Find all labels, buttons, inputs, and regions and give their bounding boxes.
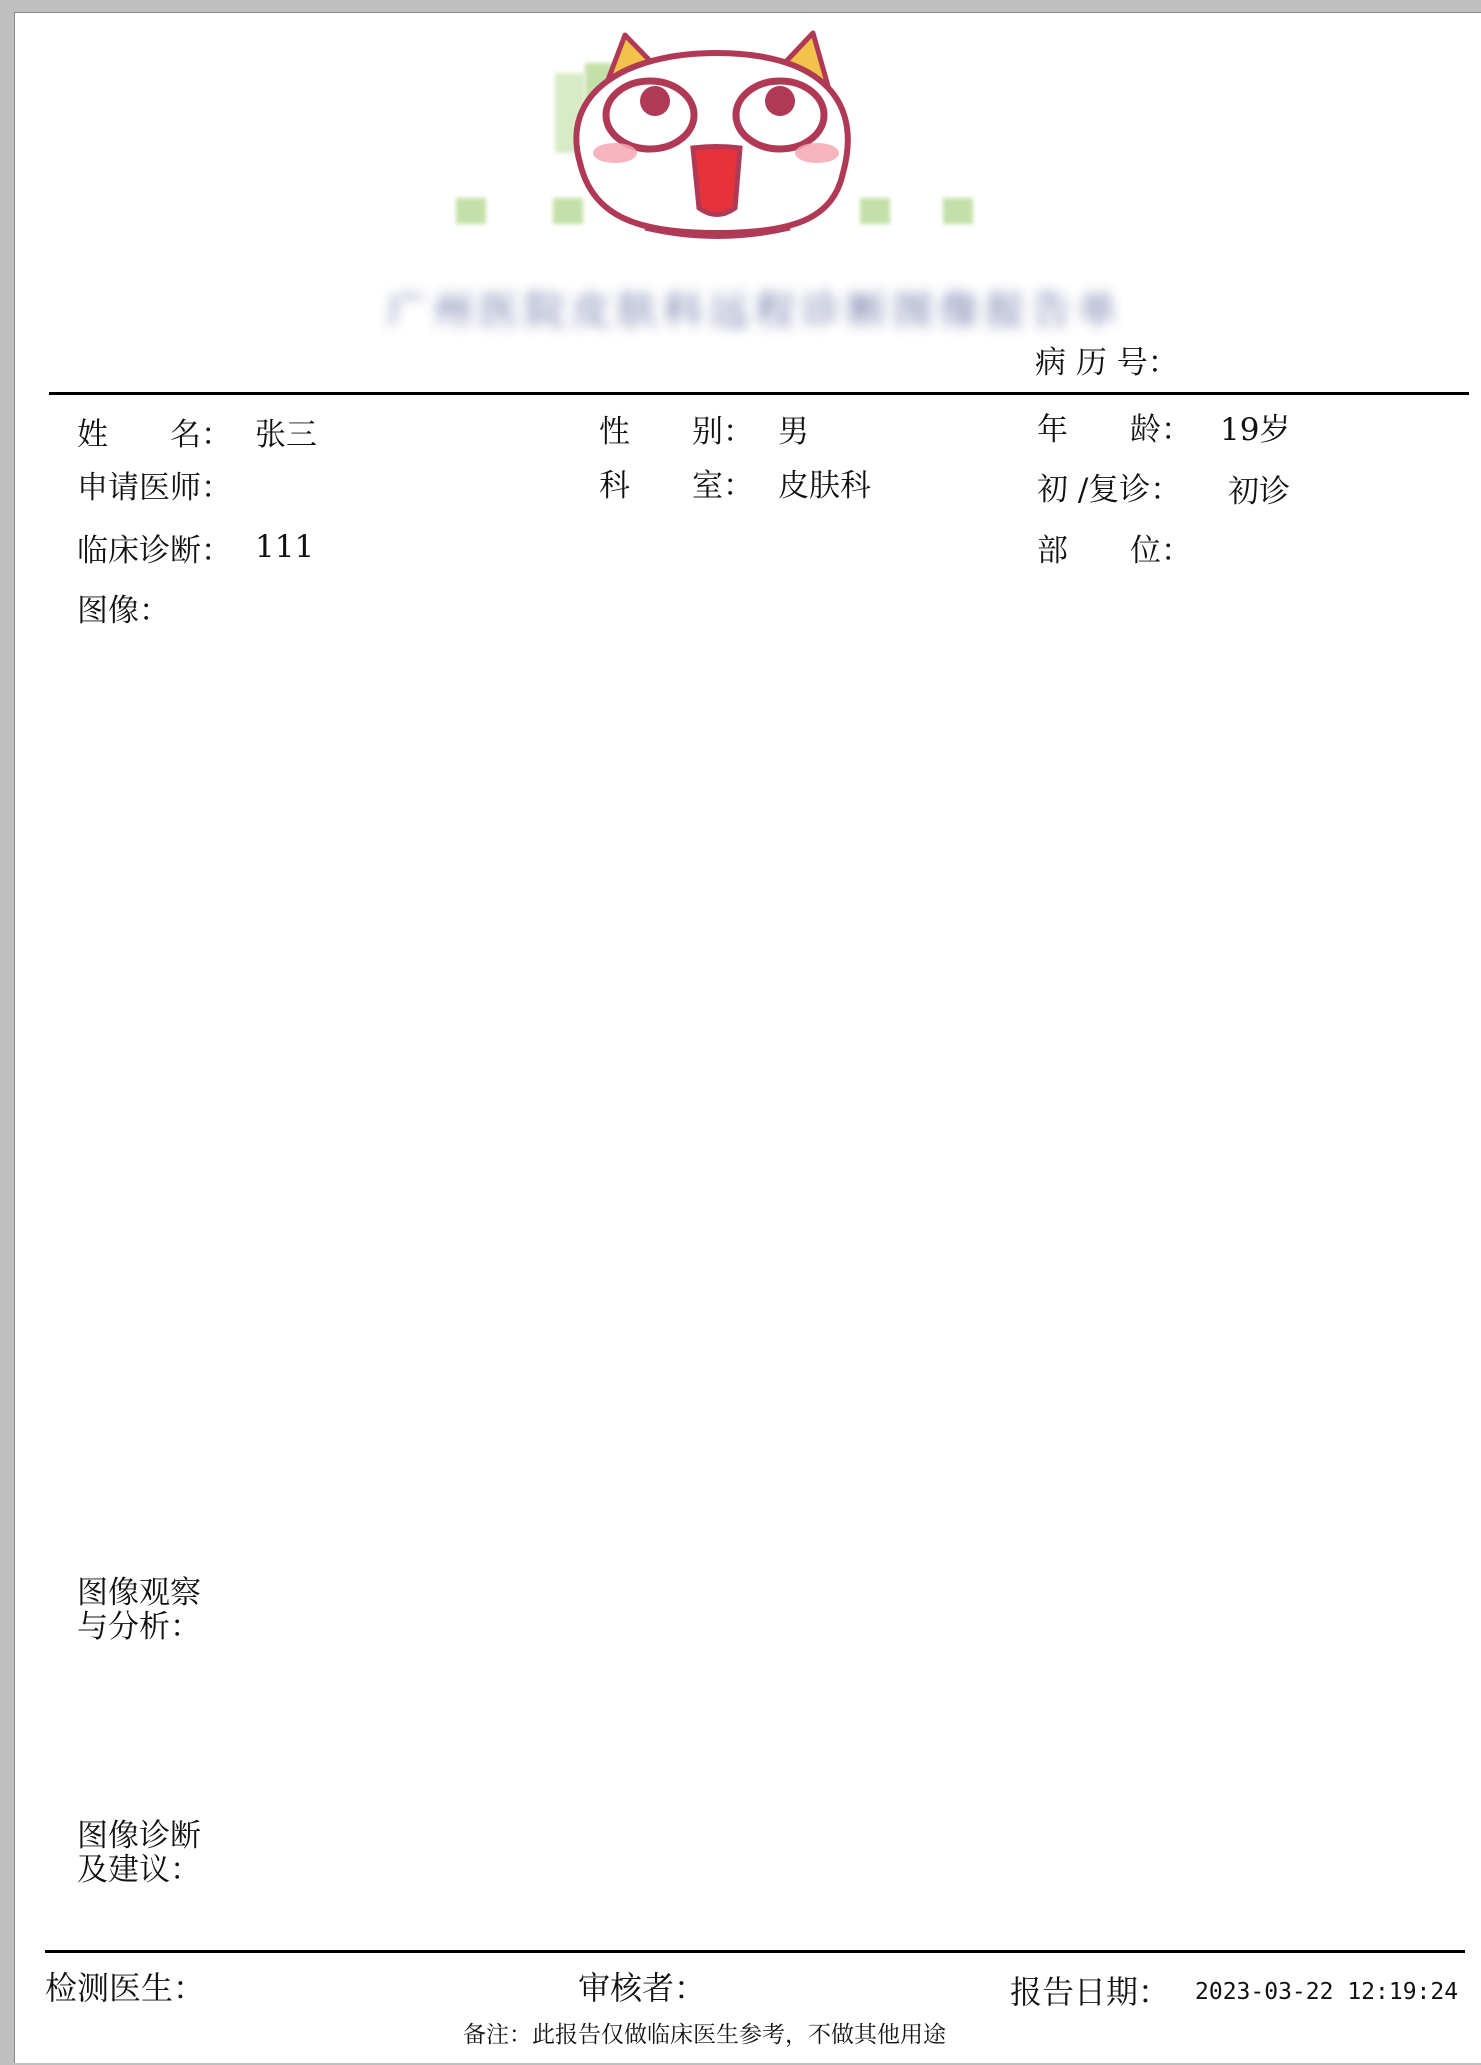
reviewer-label: 审核者：: [578, 1969, 707, 2007]
cartoon-cat-mascot-icon: [435, 23, 1035, 243]
site-label: 部 位：: [1037, 533, 1192, 569]
hospital-name: 广州医院皮肤科远程诊断图像报告单: [387, 288, 1123, 334]
name-value: 张三: [255, 417, 317, 453]
image-area: [77, 643, 1457, 1543]
dept-value: 皮肤科: [778, 468, 871, 504]
diagnosis-value: 111: [255, 529, 315, 565]
report-date-value: 2023-03-22 12:19:24: [1195, 1979, 1459, 2005]
gender-label: 性 别：: [599, 414, 754, 450]
visit-value: 初诊: [1228, 474, 1290, 510]
header-divider: [49, 392, 1469, 395]
footer-note: 备注：此报告仅做临床医生参考，不做其他用途: [463, 2022, 946, 2048]
report-page: [14, 12, 1481, 2063]
observation-label-line1: 图像观察: [77, 1575, 201, 1611]
age-label: 年 龄：: [1037, 412, 1192, 448]
diagnosis-label: 临床诊断：: [77, 533, 232, 569]
dept-label: 科 室：: [599, 468, 754, 504]
observation-label: [77, 1576, 201, 1644]
observation-label-line2: 与分析：: [77, 1609, 201, 1645]
examiner-label: 检测医生：: [45, 1969, 206, 2007]
footer-divider: [45, 1950, 1465, 1953]
age-value: 19岁: [1220, 412, 1291, 448]
name-label: 姓 名：: [77, 417, 232, 453]
hospital-logo: [435, 23, 1035, 243]
diagnosis-suggestion-line2: 及建议：: [77, 1852, 201, 1888]
diagnosis-suggestion-line1: 图像诊断: [77, 1818, 201, 1854]
record-no-label: 病 历 号：: [1035, 345, 1179, 381]
visit-label: 初 /复诊：: [1037, 472, 1182, 508]
doctor-label: 申请医师：: [77, 470, 232, 506]
diagnosis-suggestion-label: [77, 1819, 201, 1887]
gender-value: 男: [778, 414, 809, 450]
image-label: 图像：: [77, 593, 170, 629]
report-date-label: 报告日期：: [1010, 1973, 1171, 2011]
